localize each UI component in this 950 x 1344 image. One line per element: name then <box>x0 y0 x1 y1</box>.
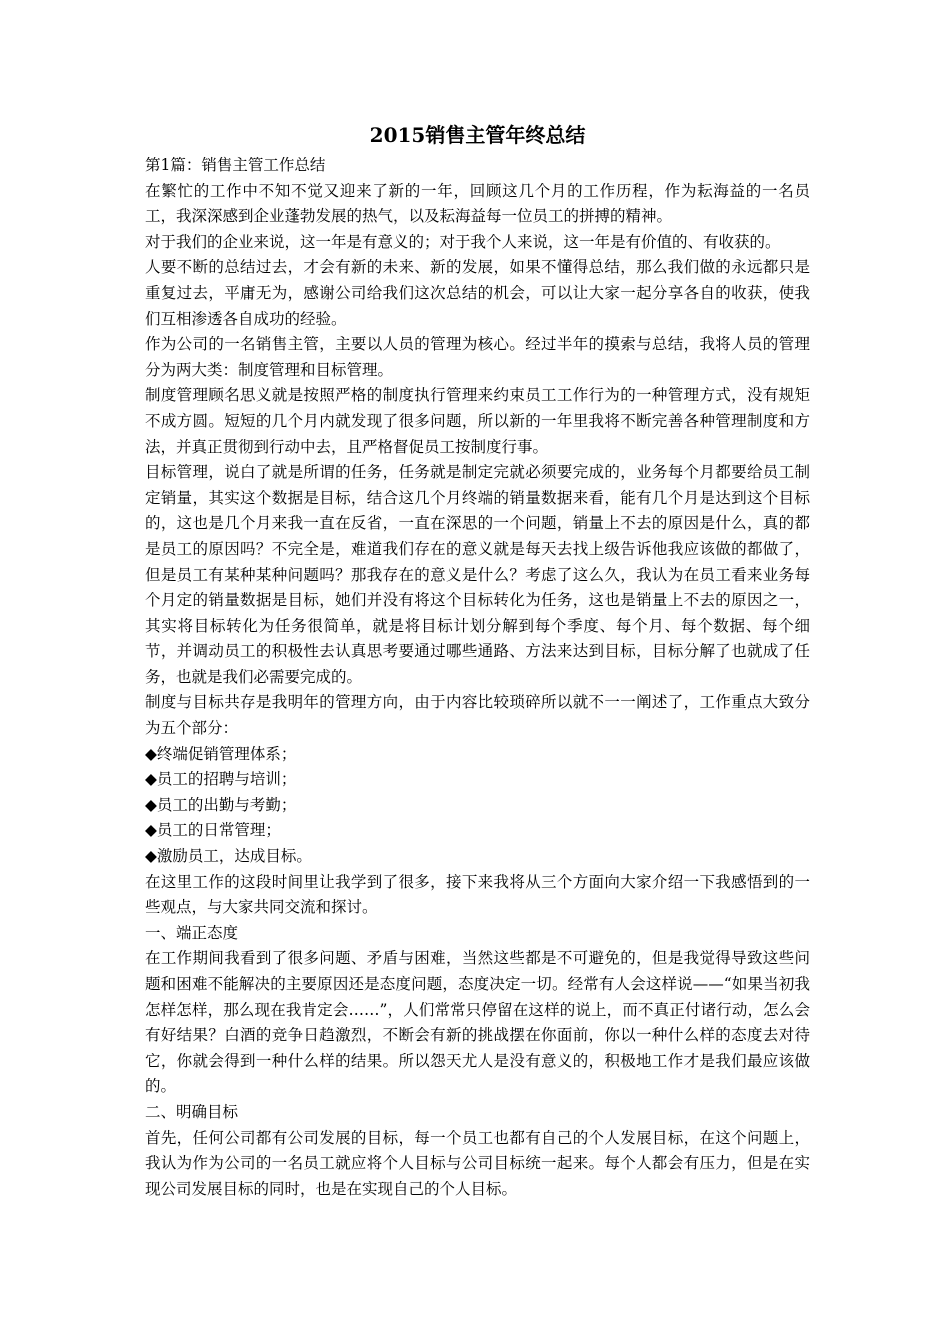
paragraph: 对于我们的企业来说，这一年是有意义的；对于我个人来说，这一年是有价值的、有收获的。 <box>145 232 781 251</box>
section-heading: 二、明确目标 <box>145 1102 239 1121</box>
bullet-item: ◆终端促销管理体系； <box>145 744 297 763</box>
paragraph: 目标管理，说白了就是所谓的任务，任务就是制定完就必须要完成的，业务每个月都要给员工制定销量，其实这个数据是目标，结合这几个月终端的销量数据来看，能有几个月是达到这个目标的，这也是几个月来我一直在反省，一直在深思的一个问题，销量上不去的原因是什么，真的都是员工的原因吗？不完全是，难道我们存在的意义就是每天去找上级告诉他我应该做的都做了，但是员工有某种某种问题吗？那我存在的意义是什么？考虑了这么久，我认为在员工看来业务每个月定的销量数据是目标，她们并没有将这个目标转化为任务，这也是销量上不去的原因之一，其实将目标转化为任务很简单，就是将目标计划分解到每个季度、每个月、每个数据、每个细节，并调动员工的积极性去认真思考要通过哪些通路、方法来达到目标，目标分解了也就成了任务，也就是我们必需要完成的。 <box>145 463 810 686</box>
paragraph: 人要不断的总结过去，才会有新的未来、新的发展，如果不懂得总结，那么我们做的永远都只是重复过去，平庸无为，感谢公司给我们这次总结的机会，可以让大家一起分享各自的收获，使我们互相渗透各自成功的经验。 <box>145 258 810 328</box>
document-title: 2015销售主管年终总结 <box>369 123 586 147</box>
bullet-item: ◆员工的招聘与培训； <box>145 770 297 789</box>
paragraph: 制度管理顾名思义就是按照严格的制度执行管理来约束员工工作行为的一种管理方式，没有规矩不成方圆。短短的几个月内就发现了很多问题，所以新的一年里我将不断完善各种管理制度和方法，并真正贯彻到行动中去，且严格督促员工按制度行事。 <box>145 386 810 456</box>
paragraph: 作为公司的一名销售主管，主要以人员的管理为核心。经过半年的摸索与总结，我将人员的管理分为两大类：制度管理和目标管理。 <box>145 335 810 379</box>
paragraph: 在繁忙的工作中不知不觉又迎来了新的一年，回顾这几个月的工作历程，作为耘海益的一名员工，我深深感到企业蓬勃发展的热气，以及耘海益每一位员工的拼搏的精神。 <box>145 181 810 226</box>
bullet-item: ◆员工的出勤与考勤； <box>145 795 297 814</box>
paragraph: 制度与目标共存是我明年的管理方向，由于内容比较琐碎所以就不一一阐述了，工作重点大致分为五个部分： <box>145 693 810 738</box>
chapter-heading: 第1篇：销售主管工作总结 <box>145 156 326 174</box>
section-heading: 一、端正态度 <box>145 923 239 942</box>
paragraph: 在这里工作的这段时间里让我学到了很多，接下来我将从三个方面向大家介绍一下我感悟到的一些观点，与大家共同交流和探讨。 <box>145 872 810 917</box>
bullet-item: ◆员工的日常管理； <box>145 821 281 840</box>
paragraph: 在工作期间我看到了很多问题、矛盾与困难，当然这些都是不可避免的，但是我觉得导致这些问题和困难不能解决的主要原因还是态度问题，态度决定一切。经常有人会这样说——“如果当初我怎样怎样，那么现在我肯定会……”，人们常常只停留在这样的说上，而不真正付诸行动，怎么会有好结果？白酒的竞争日趋激烈，不断会有新的挑战摆在你面前，你以一种什么样的态度去对待它，你就会得到一种什么样的结果。所以怨天尤人是没有意义的，积极地工作才是我们最应该做的。 <box>145 949 810 1096</box>
document-page <box>145 120 810 1202</box>
paragraph: 首先，任何公司都有公司发展的目标，每一个员工也都有自己的个人发展目标，在这个问题上，我认为作为公司的一名员工就应将个人目标与公司目标统一起来。每个人都会有压力，但是在实现公司发展目标的同时，也是在实现自己的个人目标。 <box>145 1128 810 1198</box>
bullet-item: ◆激励员工，达成目标。 <box>145 847 312 866</box>
